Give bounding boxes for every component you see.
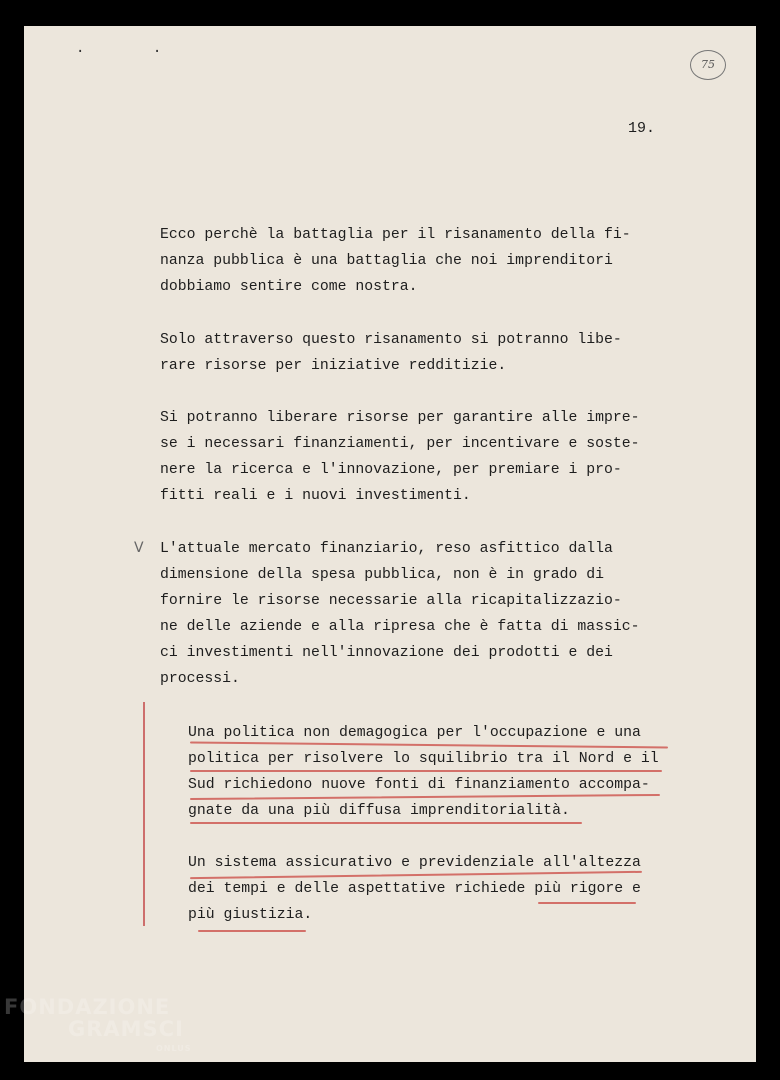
text-line: ne delle aziende e alla ripresa che è fatta di massic- [160, 619, 640, 635]
text-line: più giustizia. [188, 907, 313, 923]
text-line: dobbiamo sentire come nostra. [160, 279, 418, 295]
text-line: Sud richiedono nuove fonti di finanziamento accompa- [188, 777, 650, 793]
text-line: fornire le risorse necessarie alla ricapitalizzazio- [160, 593, 622, 609]
margin-check-mark: V [134, 540, 144, 556]
watermark-line: ONLUS [156, 1044, 192, 1053]
text-line: Ecco perchè la battaglia per il risanamento della fi- [160, 227, 631, 243]
text-line: Si potranno liberare risorse per garantire alle impre- [160, 410, 640, 426]
text-line: rare risorse per iniziative redditizie. [160, 358, 507, 374]
text-line: se i necessari finanziamenti, per incentivare e soste- [160, 436, 640, 452]
text-line: dei tempi e delle aspettative richiede più rigore e [188, 881, 641, 897]
watermark-line: GRAMSCI [68, 1017, 184, 1041]
text-line: Un sistema assicurativo e previdenziale all'altezza [188, 855, 641, 871]
red-underline [190, 822, 582, 824]
red-underline [190, 770, 662, 772]
watermark-line: FONDAZIONE [4, 995, 171, 1019]
archive-number-stamp: 75 [690, 50, 726, 80]
page-number: 19. [628, 120, 656, 137]
text-line: politica per risolvere lo squilibrio tra il Nord e il [188, 751, 659, 767]
paragraph-5-highlighted [188, 720, 698, 824]
paragraph-1 [160, 222, 670, 300]
text-line: dimensione della spesa pubblica, non è in grado di [160, 567, 604, 583]
red-margin-bar [143, 702, 145, 926]
fondazione-gramsci-watermark [4, 996, 192, 1060]
text-line: Solo attraverso questo risanamento si potranno libe- [160, 332, 622, 348]
corner-dots: . . [76, 40, 192, 56]
text-line: nanza pubblica è una battaglia che noi imprenditori [160, 253, 613, 269]
text-line: gnate da una più diffusa imprenditorialità. [188, 803, 570, 819]
paragraph-3 [160, 405, 670, 509]
paragraph-2 [160, 327, 670, 379]
text-line: nere la ricerca e l'innovazione, per premiare i pro- [160, 462, 622, 478]
paragraph-6-highlighted [188, 850, 698, 928]
red-underline [198, 930, 306, 932]
text-line: L'attuale mercato finanziario, reso asfittico dalla [160, 541, 613, 557]
paragraph-4 [160, 536, 670, 692]
text-line: processi. [160, 671, 240, 687]
red-underline [538, 902, 636, 904]
text-line: Una politica non demagogica per l'occupazione e una [188, 725, 641, 741]
text-line: fitti reali e i nuovi investimenti. [160, 488, 471, 504]
text-line: ci investimenti nell'innovazione dei prodotti e dei [160, 645, 613, 661]
